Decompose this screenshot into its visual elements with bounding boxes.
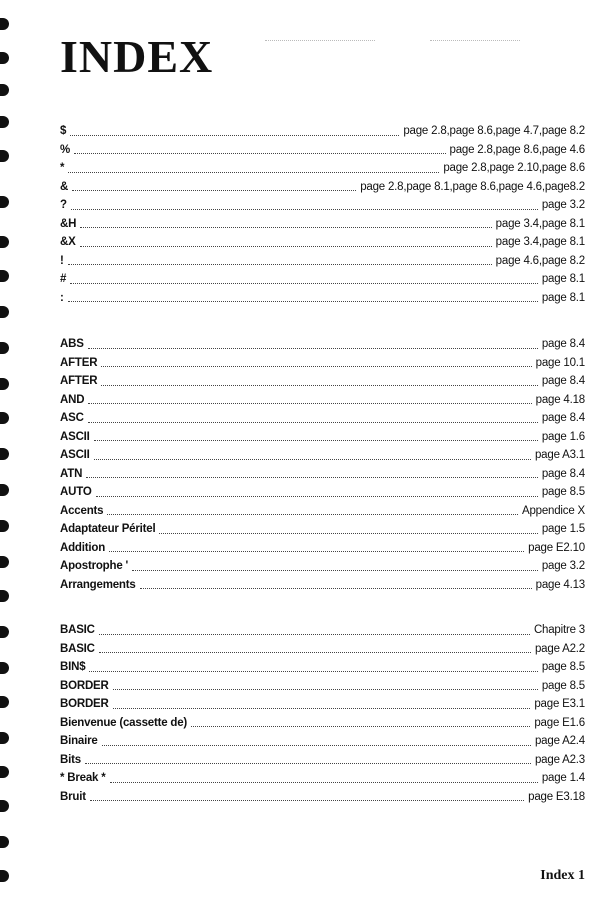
index-page-refs: page 8.4 [541,467,585,480]
index-term: Binaire [60,735,98,747]
index-term: ASCII [60,430,90,443]
binding-hole [0,766,9,778]
index-page-refs: page 8.5 [541,661,585,673]
dot-leader [113,708,531,709]
index-term: Arrangements [60,578,136,591]
index-page-refs: page 3.2 [541,560,585,572]
dot-leader [94,459,531,460]
page-title: INDEX [60,31,214,82]
index-term: BIN$ [60,661,86,673]
dot-leader [85,763,531,764]
index-page-refs: page 4.18 [535,393,585,406]
index-page-refs: page 8.1 [541,273,585,285]
binding-hole [0,84,9,96]
dot-leader [113,689,538,690]
dot-leader [89,671,537,672]
index-term: ? [60,199,67,211]
binding-hole [0,306,9,318]
page-footer: Index 1 [540,868,585,883]
index-page-refs: page 2.8,page 8.6,page 4.6 [449,143,585,156]
index-page-refs: page A2.4 [534,735,585,747]
index-page-refs: page 8.4 [541,412,585,424]
dot-leader [68,264,492,265]
index-page-refs: page 3.2 [541,199,585,211]
index-page-refs: Chapitre 3 [533,624,585,636]
binding-hole [0,520,9,532]
index-page-refs: page 2.8,page 8.1,page 8.6,page 4.6,page8.2 [360,180,585,193]
index-page-refs: page E3.1 [534,698,585,710]
index-page-refs: page 3.4,page 8.1 [495,236,585,248]
binding-hole [0,378,9,390]
index-page-refs: page 8.5 [541,679,585,692]
index-entry [60,369,585,388]
index-page-refs: page 8.4 [541,375,585,387]
binding-hole [0,196,9,208]
index-entry [60,536,585,555]
dot-leader [74,153,445,154]
index-entry [60,212,585,231]
binding-hole [0,732,9,744]
index-page-refs: page 1.4 [541,772,585,784]
binding-hole [0,696,9,708]
index-term: Adaptateur Péritel [60,523,156,535]
index-entry [60,573,585,592]
binding-hole [0,836,9,848]
dot-leader [101,366,531,367]
index-term: Addition [60,541,106,554]
index-term: & [60,180,69,193]
index-term: AND [60,393,85,406]
index-entry [60,637,585,656]
index-entry [60,480,585,499]
binding-hole [0,590,9,602]
index-entry [60,175,585,194]
index-entry [60,332,585,351]
index-page-refs: page 8.4 [541,338,585,350]
index-term: &X [60,236,76,248]
binding-hole [0,52,9,64]
index-term: % [60,143,71,156]
dot-leader [68,172,439,173]
dot-leader [71,209,538,210]
binding-hole [0,626,9,638]
index-term: AFTER [60,375,98,387]
binding-hole [0,484,9,496]
index-term: AUTO [60,486,92,498]
dot-leader [94,440,538,441]
binding-hole [0,412,9,424]
index-entry [60,286,585,305]
index-page-refs: page 4.6,page 8.2 [495,254,585,267]
index-term: ABS [60,338,84,350]
binding-hole [0,236,9,248]
binding-hole [0,116,9,128]
index-page-refs: page A2.2 [534,642,585,655]
index-entry [60,406,585,425]
index-entry [60,618,585,637]
index-section-symbols [60,119,585,304]
index-entry [60,711,585,730]
dot-leader [80,246,492,247]
binding-hole [0,150,9,162]
dot-leader [88,403,531,404]
dot-leader [72,190,356,191]
dot-leader [99,634,530,635]
index-term: BASIC [60,642,95,655]
index-page-refs: page 8.5 [541,486,585,498]
index-entry [60,388,585,407]
dot-leader [132,570,538,571]
index-entry [60,655,585,674]
index-entry [60,499,585,518]
index-term: * Break * [60,772,106,784]
binding-hole [0,556,9,568]
index-page-refs: page 2.8,page 8.6,page 4.7,page 8.2 [403,125,585,137]
dot-leader [99,652,531,653]
dot-leader [68,301,538,302]
binding-hole [0,800,9,812]
index-page-refs: page E1.6 [534,716,585,729]
dot-leader [88,348,538,349]
index-page-refs: page 4.13 [535,578,585,591]
binding-hole [0,18,9,30]
index-term: BORDER [60,679,109,692]
dot-leader [102,745,531,746]
binding-hole [0,870,9,882]
index-entry [60,692,585,711]
dot-leader [140,588,532,589]
dot-leader [88,422,538,423]
index-page-refs: page A2.3 [534,753,585,766]
index-term: &H [60,217,77,230]
index-section-b [60,618,585,803]
binding-holes [0,0,14,900]
index-term: # [60,273,67,285]
index-page-refs: page 3.4,page 8.1 [495,217,585,230]
index-page-refs: page 10.1 [535,356,585,369]
index-page-refs: page 1.5 [541,523,585,535]
index-term: AFTER [60,356,98,369]
dot-leader [159,533,537,534]
index-entry [60,230,585,249]
dot-leader [109,551,524,552]
index-entry [60,462,585,481]
index-entry [60,425,585,444]
index-entry [60,785,585,804]
index-term: Accents [60,504,104,517]
index-page-refs: page E3.18 [528,790,585,803]
dot-leader [110,782,538,783]
scan-noise [265,40,375,42]
dot-leader [70,283,538,284]
index-entry [60,729,585,748]
scan-noise [430,40,520,42]
dot-leader [70,135,399,136]
index-entry [60,351,585,370]
index-page-refs: page 2.8,page 2.10,page 8.6 [443,162,585,174]
index-section-a [60,332,585,591]
index-entry [60,443,585,462]
index-entry [60,249,585,268]
index-term: Apostrophe ' [60,560,129,572]
index-page-refs: page 1.6 [541,430,585,443]
dot-leader [107,514,518,515]
index-entry [60,138,585,157]
index-entry [60,554,585,573]
index-term: ASC [60,412,84,424]
dot-leader [86,477,538,478]
index-term: ATN [60,467,83,480]
dot-leader [101,385,537,386]
binding-hole [0,662,9,674]
binding-hole [0,448,9,460]
binding-hole [0,342,9,354]
index-entry [60,156,585,175]
index-page-refs: page E2.10 [528,541,585,554]
index-term: Bruit [60,790,86,803]
index-entry [60,674,585,693]
index-entry [60,193,585,212]
index-page-refs: page 8.1 [541,291,585,304]
index-term: BORDER [60,698,109,710]
binding-hole [0,270,9,282]
index-entry [60,766,585,785]
index-page-refs: page A3.1 [534,449,585,461]
index-term: Bits [60,753,81,766]
index-entry [60,119,585,138]
index-page-refs: Appendice X [521,504,585,517]
dot-leader [191,726,530,727]
index-term: Bienvenue (cassette de) [60,716,188,729]
dot-leader [80,227,491,228]
index-entry [60,517,585,536]
index-entry [60,267,585,286]
index-term: ASCII [60,449,90,461]
dot-leader [96,496,538,497]
dot-leader [90,800,524,801]
index-term: * [60,162,65,174]
index-term: BASIC [60,624,95,636]
index-term: $ [60,125,67,137]
index-term: ! [60,254,64,267]
index-term: : [60,291,64,304]
index-entry [60,748,585,767]
